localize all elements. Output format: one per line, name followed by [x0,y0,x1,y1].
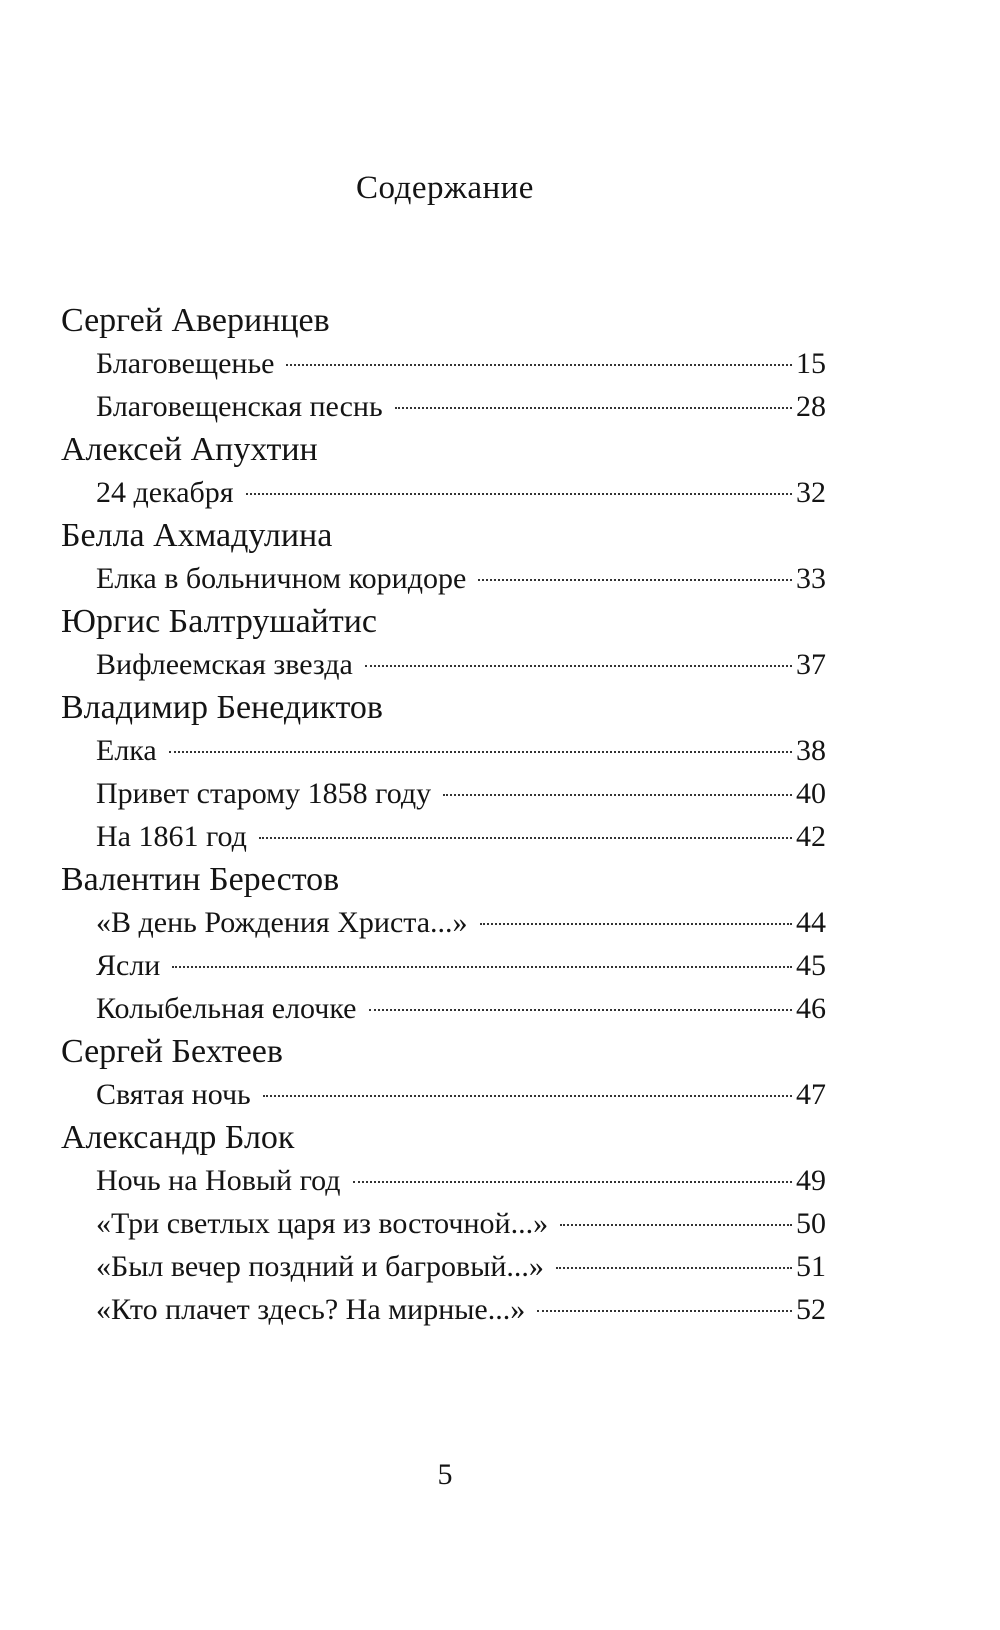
toc-entry-page: 47 [796,1078,826,1111]
toc-entry-title: Ясли [96,949,161,982]
page-title: Содержание [356,170,534,206]
toc-entry-title: Ночь на Новый год [96,1164,341,1197]
toc-entry[interactable] [61,471,826,514]
toc-author: Юргис Балтрушайтис [61,603,377,640]
toc-author: Алексей Апухтин [61,431,318,468]
toc-entry-title: «Три светлых царя из восточной...» [96,1207,549,1240]
toc-entry-page: 40 [796,777,826,810]
toc-entry-page: 37 [796,648,826,681]
toc-entry-title: Привет старому 1858 году [96,777,432,810]
toc-entry[interactable] [61,901,826,944]
toc-entry[interactable] [61,385,826,428]
toc-entry[interactable] [61,342,826,385]
dot-leader [480,923,792,925]
toc-entry-page: 45 [796,949,826,982]
toc-entry[interactable] [61,1245,826,1288]
dot-leader [365,665,792,667]
toc-entry[interactable] [61,987,826,1030]
toc-entry[interactable] [61,1073,826,1116]
toc-entry-page: 15 [796,347,826,380]
toc-author: Белла Ахмадулина [61,517,333,554]
dot-leader [537,1310,792,1312]
toc-entry-title: 24 декабря [96,476,234,509]
toc-entry[interactable] [61,772,826,815]
toc-entry-title: Елка в больничном коридоре [96,562,467,595]
dot-leader [478,579,792,581]
page-number: 5 [437,1458,453,1491]
toc-author: Валентин Берестов [61,861,340,898]
toc-author: Сергей Бехтеев [61,1033,283,1070]
table-of-contents [61,299,826,1331]
toc-entry[interactable] [61,815,826,858]
toc-entry[interactable] [61,1288,826,1331]
toc-entry-title: Елка [96,734,157,767]
toc-entry-page: 44 [796,906,826,939]
toc-entry-title: На 1861 год [96,820,247,853]
toc-entry-title: Вифлеемская звезда [96,648,353,681]
dot-leader [246,493,792,495]
toc-entry[interactable] [61,643,826,686]
toc-entry[interactable] [61,729,826,772]
toc-entry-title: «Был вечер поздний и багровый...» [96,1250,544,1283]
toc-entry-page: 50 [796,1207,826,1240]
dot-leader [169,751,792,753]
toc-entry-page: 28 [796,390,826,423]
dot-leader [263,1095,792,1097]
dot-leader [286,364,792,366]
dot-leader [395,407,792,409]
toc-entry-title: Святая ночь [96,1078,251,1111]
toc-entry-page: 49 [796,1164,826,1197]
toc-entry-page: 32 [796,476,826,509]
toc-author: Владимир Бенедиктов [61,689,383,726]
toc-entry-page: 42 [796,820,826,853]
toc-entry-page: 52 [796,1293,826,1326]
dot-leader [560,1224,792,1226]
toc-entry-page: 46 [796,992,826,1025]
toc-entry-title: Благовещенье [96,347,275,380]
toc-entry-title: «В день Рождения Христа...» [96,906,468,939]
toc-author: Александр Блок [61,1119,295,1156]
dot-leader [353,1181,792,1183]
toc-entry[interactable] [61,944,826,987]
toc-entry[interactable] [61,557,826,600]
toc-entry-title: Колыбельная елочке [96,992,357,1025]
toc-entry-page: 38 [796,734,826,767]
toc-entry-title: Благовещенская песнь [96,390,383,423]
toc-author: Сергей Аверинцев [61,302,330,339]
toc-entry-page: 33 [796,562,826,595]
dot-leader [172,966,792,968]
toc-entry-page: 51 [796,1250,826,1283]
dot-leader [556,1267,792,1269]
toc-entry-title: «Кто плачет здесь? На мирные...» [96,1293,526,1326]
toc-entry[interactable] [61,1202,826,1245]
dot-leader [259,837,792,839]
dot-leader [443,794,792,796]
toc-entry[interactable] [61,1159,826,1202]
dot-leader [369,1009,793,1011]
